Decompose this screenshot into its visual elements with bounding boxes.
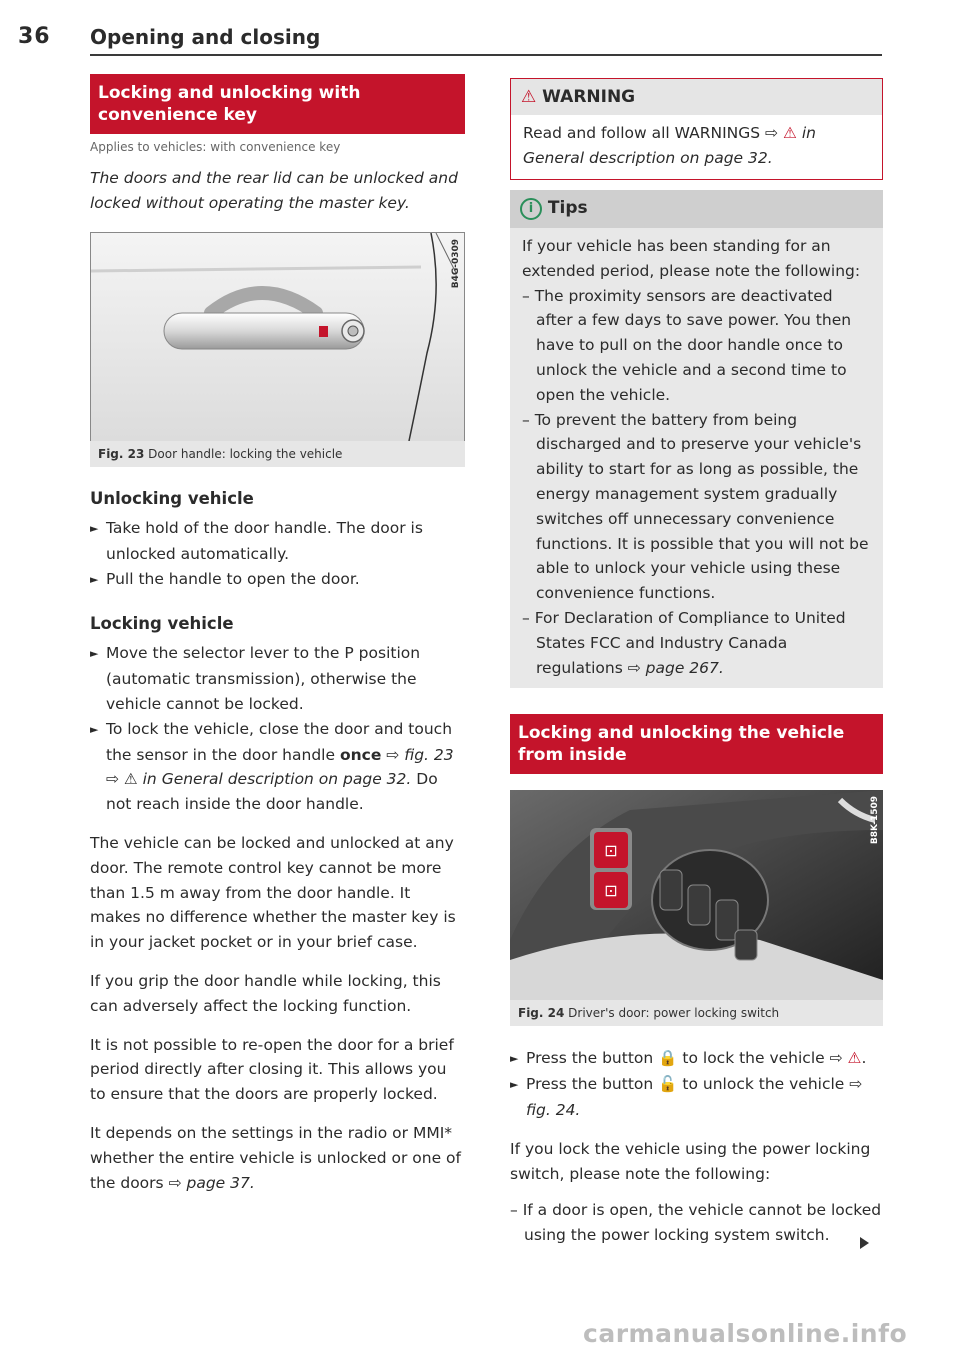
figure-label: Fig. 24 xyxy=(518,1006,565,1021)
list-item: ► Pull the handle to open the door. xyxy=(90,569,360,588)
figure-caption xyxy=(90,441,465,467)
list-item: – For Declaration of Compliance to United States FCC and Industry Canada regulations ⇨ page 267. xyxy=(522,608,846,677)
figure-caption-text: Driver's door: power locking switch xyxy=(568,1006,780,1021)
warning-reference[interactable]: ⇨ ⚠ in General description on page 32. xyxy=(106,770,412,789)
power-locking-switch-illustration xyxy=(510,790,883,1000)
list-item: ► Press the button 🔒 to lock the vehicle ⇨ ⚠. xyxy=(510,1049,867,1068)
unlock-icon: 🔓 xyxy=(658,1075,678,1094)
applies-note: Applies to vehicles: with convenience key xyxy=(90,140,341,154)
figure-label: Fig. 23 xyxy=(98,447,145,461)
list-item: ► Move the selector lever to the P position (automatic transmission), otherwise the vehicle cannot be locked. xyxy=(90,644,421,713)
locking-heading: Locking vehicle xyxy=(90,614,234,634)
list-item: – To prevent the battery from being discharged and to preserve your vehicle's ability to start for as long as possible, the energy management system gradually switches off unnecessary convenience functions. It is possible that you will not be able to unlock your vehicle using these convenience functions. xyxy=(522,410,869,603)
list-item: ► To lock the vehicle, close the door and touch the sensor in the door handle once ⇨ fig. 23 ⇨ ⚠ in General description on page 32. Do not reach inside the door handle. xyxy=(90,719,454,814)
intro-text: The doors and the rear lid can be unlocked and locked without operating the master key. xyxy=(90,169,458,212)
list-item: – The proximity sensors are deactivated after a few days to save power. You then have to pull on the door handle once to unlock the vehicle and a second time to open the vehicle. xyxy=(522,286,852,404)
warning-triangle-icon: ⚠ xyxy=(847,1049,862,1068)
page-reference[interactable]: ⇨ page 37. xyxy=(168,1173,255,1192)
paragraph: If you grip the door handle while locking, this can adversely affect the locking function. xyxy=(90,971,441,1015)
lock-icon: 🔒 xyxy=(658,1049,678,1068)
continue-arrow-icon xyxy=(860,1237,869,1249)
watermark: carmanualsonline.info xyxy=(583,1319,908,1348)
paragraph: The vehicle can be locked and unlocked at any door. The remote control key cannot be more than 1.5 m away from the door handle. It makes no difference whether the master key is in your jacket pocket or in your brief case. xyxy=(90,833,456,952)
warning-triangle-icon: ⚠ xyxy=(782,124,797,142)
figure-caption xyxy=(510,1000,883,1026)
right-column xyxy=(510,78,883,1248)
figure-caption-text: Door handle: locking the vehicle xyxy=(148,447,343,461)
section-heading: Locking and unlocking with convenience key xyxy=(90,74,465,134)
tips-header xyxy=(510,190,883,228)
figure-code: B4G-0309 xyxy=(451,239,461,289)
door-handle-illustration xyxy=(90,232,465,441)
tips-title: Tips xyxy=(547,198,588,218)
section-title: Opening and closing xyxy=(90,25,321,49)
figure-reference[interactable]: ⇨ fig. 24. xyxy=(526,1075,863,1119)
paragraph: It is not possible to re-open the door for a brief period directly after closing it. This allows you to ensure that the doors are properly locked. xyxy=(90,1035,454,1104)
list-item: – If a door is open, the vehicle cannot be locked using the power locking system switch. xyxy=(510,1201,882,1245)
warning-header xyxy=(511,79,882,115)
figure-reference[interactable]: ⇨ fig. 23 xyxy=(386,745,454,764)
info-icon: i xyxy=(520,198,542,220)
warning-text: Read and follow all WARNINGS ⇨ ⚠ in General description on page 32. xyxy=(523,124,816,167)
svg-text:⊡: ⊡ xyxy=(604,841,618,861)
page-reference[interactable]: ⇨ page 267. xyxy=(627,658,724,677)
figure-23 xyxy=(90,232,465,467)
tips-intro: If your vehicle has been standing for an extended period, please note the following: xyxy=(522,237,861,280)
paragraph: If you lock the vehicle using the power locking switch, please note the following: xyxy=(510,1139,871,1183)
header-rule xyxy=(90,54,882,56)
figure-24 xyxy=(510,790,883,1026)
paragraph: It depends on the settings in the radio or MMI* whether the entire vehicle is unlocked or one of the doors ⇨ page 37. xyxy=(90,1123,461,1192)
unlocking-heading: Unlocking vehicle xyxy=(90,489,254,508)
svg-text:⊡: ⊡ xyxy=(604,881,618,901)
list-item: ► Press the button 🔓 to unlock the vehicle ⇨ fig. 24. xyxy=(510,1075,863,1119)
warning-box xyxy=(510,78,883,180)
warning-reference[interactable]: in General description on page 32. xyxy=(523,124,816,167)
page-number: 36 xyxy=(18,24,51,49)
warning-triangle-icon: ⚠ xyxy=(521,87,537,107)
figure-code: B8K-1509 xyxy=(870,796,880,845)
warning-title: WARNING xyxy=(542,87,636,107)
list-item: ► Take hold of the door handle. The door is unlocked automatically. xyxy=(90,519,423,563)
left-column xyxy=(90,74,465,1195)
section-heading: Locking and unlocking the vehicle from inside xyxy=(510,714,883,774)
tips-box xyxy=(510,190,883,688)
